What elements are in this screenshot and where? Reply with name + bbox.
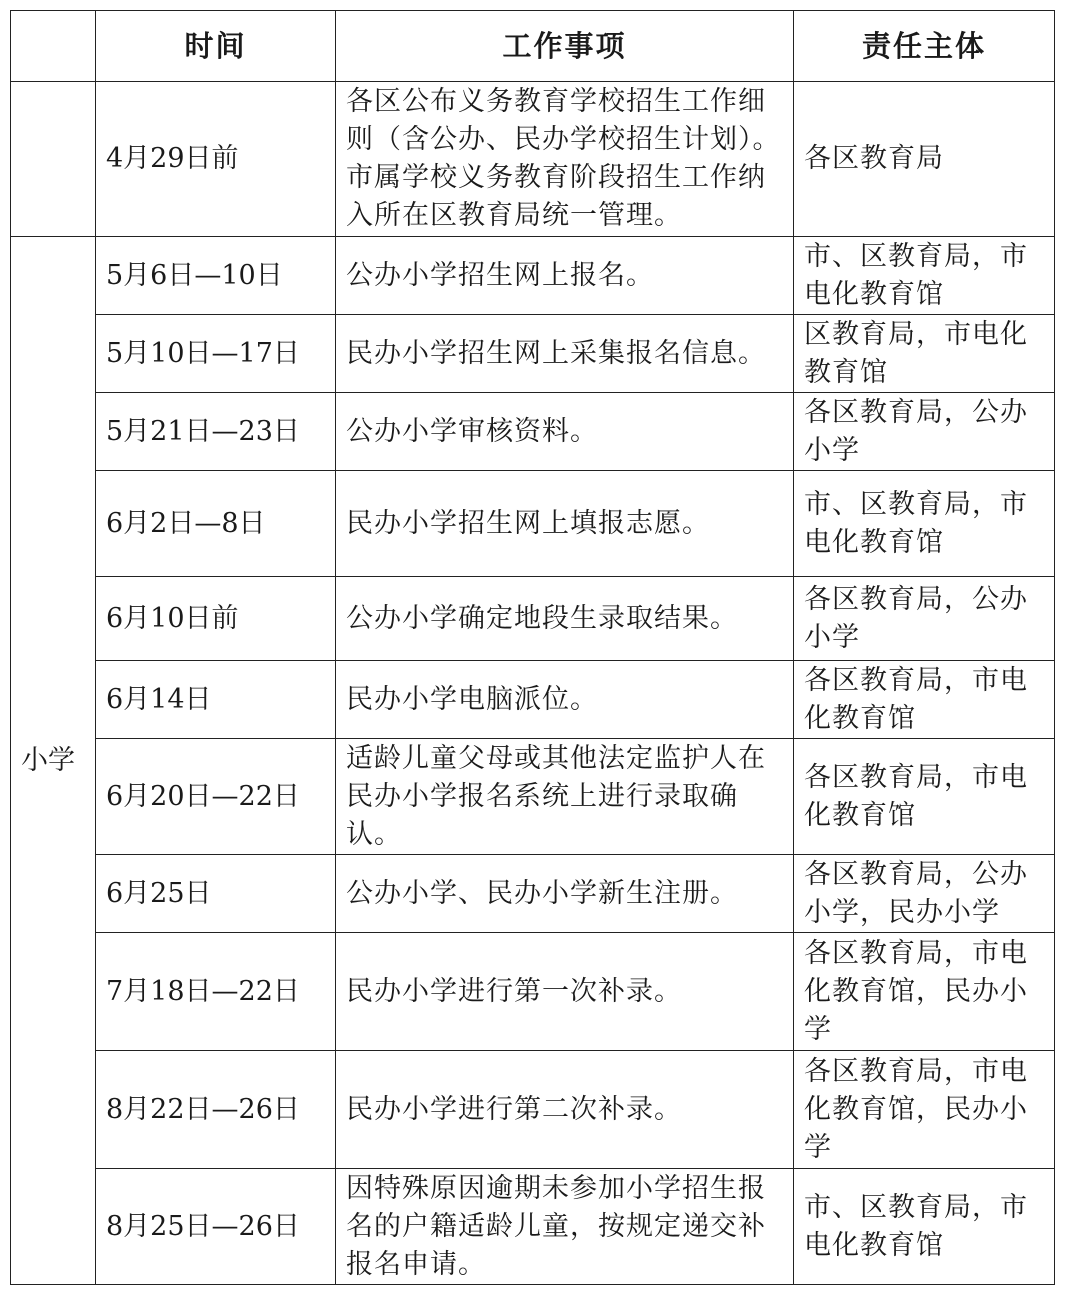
responsible-cell: 各区教育局，公办小学 bbox=[794, 393, 1055, 471]
table-row bbox=[11, 471, 1055, 577]
responsible-cell: 市、区教育局，市电化教育馆 bbox=[794, 1169, 1055, 1285]
item-cell: 各区公布义务教育学校招生工作细则（含公办、民办学校招生计划）。市属学校义务教育阶段招生工作纳入所在区教育局统一管理。 bbox=[336, 82, 794, 237]
table-row bbox=[11, 661, 1055, 739]
header-responsible: 责任主体 bbox=[794, 11, 1055, 82]
item-cell: 适龄儿童父母或其他法定监护人在民办小学报名系统上进行录取确认。 bbox=[336, 739, 794, 855]
header-time: 时间 bbox=[96, 11, 336, 82]
time-cell: 6月2日—8日 bbox=[96, 471, 336, 577]
time-cell: 5月10日—17日 bbox=[96, 315, 336, 393]
responsible-cell: 各区教育局，公办小学 bbox=[794, 577, 1055, 661]
table-row bbox=[11, 82, 1055, 237]
item-cell: 民办小学进行第二次补录。 bbox=[336, 1051, 794, 1169]
responsible-cell: 各区教育局，市电化教育馆，民办小学 bbox=[794, 1051, 1055, 1169]
time-cell: 8月22日—26日 bbox=[96, 1051, 336, 1169]
responsible-cell: 区教育局，市电化教育馆 bbox=[794, 315, 1055, 393]
item-cell: 民办小学进行第一次补录。 bbox=[336, 933, 794, 1051]
item-cell: 公办小学、民办小学新生注册。 bbox=[336, 855, 794, 933]
item-cell: 因特殊原因逾期未参加小学招生报名的户籍适龄儿童，按规定递交补报名申请。 bbox=[336, 1169, 794, 1285]
time-cell: 6月25日 bbox=[96, 855, 336, 933]
time-cell: 6月10日前 bbox=[96, 577, 336, 661]
responsible-cell: 市、区教育局，市电化教育馆 bbox=[794, 237, 1055, 315]
time-cell: 5月21日—23日 bbox=[96, 393, 336, 471]
table-row bbox=[11, 315, 1055, 393]
header-stage bbox=[11, 11, 96, 82]
time-cell: 7月18日—22日 bbox=[96, 933, 336, 1051]
stage-label-primary: 小学 bbox=[11, 237, 96, 1285]
item-cell: 民办小学招生网上填报志愿。 bbox=[336, 471, 794, 577]
time-cell: 5月6日—10日 bbox=[96, 237, 336, 315]
header-row bbox=[11, 11, 1055, 82]
table-row bbox=[11, 393, 1055, 471]
responsible-cell: 各区教育局，市电化教育馆，民办小学 bbox=[794, 933, 1055, 1051]
item-cell: 民办小学电脑派位。 bbox=[336, 661, 794, 739]
table-row bbox=[11, 1169, 1055, 1285]
item-cell: 公办小学审核资料。 bbox=[336, 393, 794, 471]
item-cell: 公办小学确定地段生录取结果。 bbox=[336, 577, 794, 661]
item-cell: 民办小学招生网上采集报名信息。 bbox=[336, 315, 794, 393]
item-cell: 公办小学招生网上报名。 bbox=[336, 237, 794, 315]
table-row bbox=[11, 855, 1055, 933]
table-row bbox=[11, 933, 1055, 1051]
stage-cell-empty bbox=[11, 82, 96, 237]
header-item: 工作事项 bbox=[336, 11, 794, 82]
table-row bbox=[11, 237, 1055, 315]
responsible-cell: 各区教育局，公办小学，民办小学 bbox=[794, 855, 1055, 933]
responsible-cell: 各区教育局，市电化教育馆 bbox=[794, 661, 1055, 739]
table-row bbox=[11, 739, 1055, 855]
time-cell: 6月20日—22日 bbox=[96, 739, 336, 855]
table-row bbox=[11, 1051, 1055, 1169]
responsible-cell: 各区教育局，市电化教育馆 bbox=[794, 739, 1055, 855]
responsible-cell: 各区教育局 bbox=[794, 82, 1055, 237]
responsible-cell: 市、区教育局，市电化教育馆 bbox=[794, 471, 1055, 577]
enrollment-schedule-table bbox=[10, 10, 1055, 1285]
time-cell: 8月25日—26日 bbox=[96, 1169, 336, 1285]
time-cell: 4月29日前 bbox=[96, 82, 336, 237]
table-row bbox=[11, 577, 1055, 661]
time-cell: 6月14日 bbox=[96, 661, 336, 739]
